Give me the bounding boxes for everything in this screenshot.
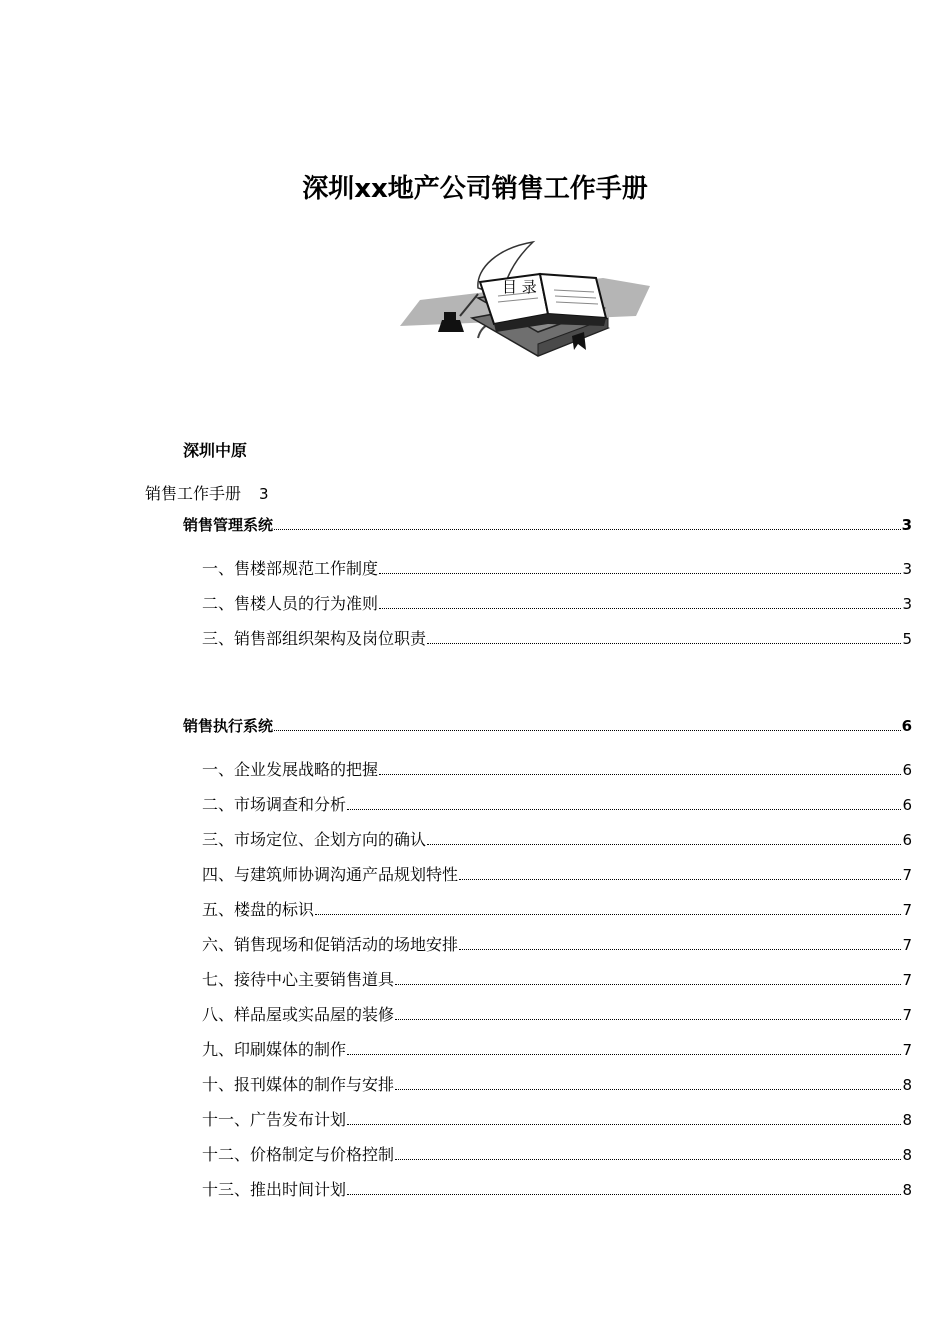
dot-leader [379, 573, 901, 574]
toc-entry-page: 8 [902, 1181, 912, 1199]
dot-leader [395, 1159, 901, 1160]
dot-leader [427, 844, 901, 845]
toc-entry[interactable] [202, 1003, 912, 1027]
toc-entry-page: 6 [902, 761, 912, 779]
toc-entry[interactable] [202, 1073, 912, 1097]
toc-entry-text: 七、接待中心主要销售道具 [202, 970, 395, 989]
toc-entry[interactable] [183, 513, 912, 537]
toc-entry-text: 十三、推出时间计划 [202, 1180, 347, 1199]
toc-entry[interactable] [202, 1143, 912, 1167]
toc-entry-text: 二、市场调查和分析 [202, 795, 347, 814]
toc-entry-page: 7 [902, 866, 912, 884]
toc-entry-text: 销售执行系统 [183, 717, 274, 735]
toc-entry-text: 十二、价格制定与价格控制 [202, 1145, 395, 1164]
dot-leader [379, 774, 901, 775]
toc-heading: 目 录 [502, 278, 537, 296]
dot-leader [427, 643, 901, 644]
dot-leader [347, 1124, 901, 1125]
toc-entry-page: 3 [902, 560, 912, 578]
toc-entry-page: 7 [902, 1006, 912, 1024]
toc-entry-page: 7 [902, 936, 912, 954]
dot-leader [459, 879, 901, 880]
toc-entry-text: 销售管理系统 [183, 516, 274, 534]
toc-entry[interactable] [202, 968, 912, 992]
book-title: 销售工作手册 [145, 484, 242, 503]
toc-entry[interactable] [202, 627, 912, 651]
toc-entry[interactable] [202, 828, 912, 852]
toc-entry-page: 6 [902, 831, 912, 849]
toc-entry-text: 六、销售现场和促销活动的场地安排 [202, 935, 459, 954]
toc-entry[interactable] [202, 898, 912, 922]
dot-leader [395, 1019, 901, 1020]
toc-entry-text: 四、与建筑师协调沟通产品规划特性 [202, 865, 459, 884]
toc-entry-page: 8 [902, 1146, 912, 1164]
toc-entry[interactable] [183, 714, 912, 738]
toc-entry[interactable] [202, 1038, 912, 1062]
toc-entry-text: 一、售楼部规范工作制度 [202, 559, 379, 578]
toc-entry[interactable] [202, 793, 912, 817]
toc-entry-text: 五、楼盘的标识 [202, 900, 315, 919]
toc-entry-page: 7 [902, 901, 912, 919]
toc-entry-page: 6 [901, 717, 912, 735]
toc-entry[interactable] [202, 592, 912, 616]
toc-entry[interactable] [202, 1178, 912, 1202]
toc-entry-page: 8 [902, 1111, 912, 1129]
toc-entry-text: 十一、广告发布计划 [202, 1110, 347, 1129]
toc-entry[interactable] [202, 863, 912, 887]
toc-entry[interactable] [202, 758, 912, 782]
dot-leader [395, 1089, 901, 1090]
toc-entry-text: 八、样品屋或实品屋的装修 [202, 1005, 395, 1024]
toc-entry-text: 三、市场定位、企划方向的确认 [202, 830, 427, 849]
dot-leader [315, 914, 901, 915]
book-title-line [145, 481, 269, 504]
toc-entry[interactable] [202, 1108, 912, 1132]
toc-entry-text: 一、企业发展战略的把握 [202, 760, 379, 779]
document-title: 深圳xx地产公司销售工作手册 [302, 174, 648, 204]
toc-entry-page: 7 [902, 971, 912, 989]
org-name: 深圳中原 [183, 441, 248, 460]
dot-leader [395, 984, 901, 985]
dot-leader [379, 608, 901, 609]
book-and-quill-icon [398, 238, 656, 364]
toc-entry-page: 3 [901, 516, 912, 534]
dot-leader [347, 1194, 901, 1195]
toc-entry-text: 十、报刊媒体的制作与安排 [202, 1075, 395, 1094]
toc-entry-page: 8 [902, 1076, 912, 1094]
toc-entry[interactable] [202, 933, 912, 957]
dot-leader [347, 1054, 901, 1055]
toc-entry-page: 7 [902, 1041, 912, 1059]
toc-entry[interactable] [202, 557, 912, 581]
dot-leader [347, 809, 901, 810]
toc-entry-page: 5 [902, 630, 912, 648]
toc-entry-page: 3 [902, 595, 912, 613]
dot-leader [459, 949, 901, 950]
dot-leader [274, 730, 901, 731]
dot-leader [274, 529, 901, 530]
toc-entry-text: 三、销售部组织架构及岗位职责 [202, 629, 427, 648]
toc-entry-text: 二、售楼人员的行为准则 [202, 594, 379, 613]
toc-entry-page: 6 [902, 796, 912, 814]
book-page-number: 3 [259, 485, 269, 503]
toc-entry-text: 九、印刷媒体的制作 [202, 1040, 347, 1059]
